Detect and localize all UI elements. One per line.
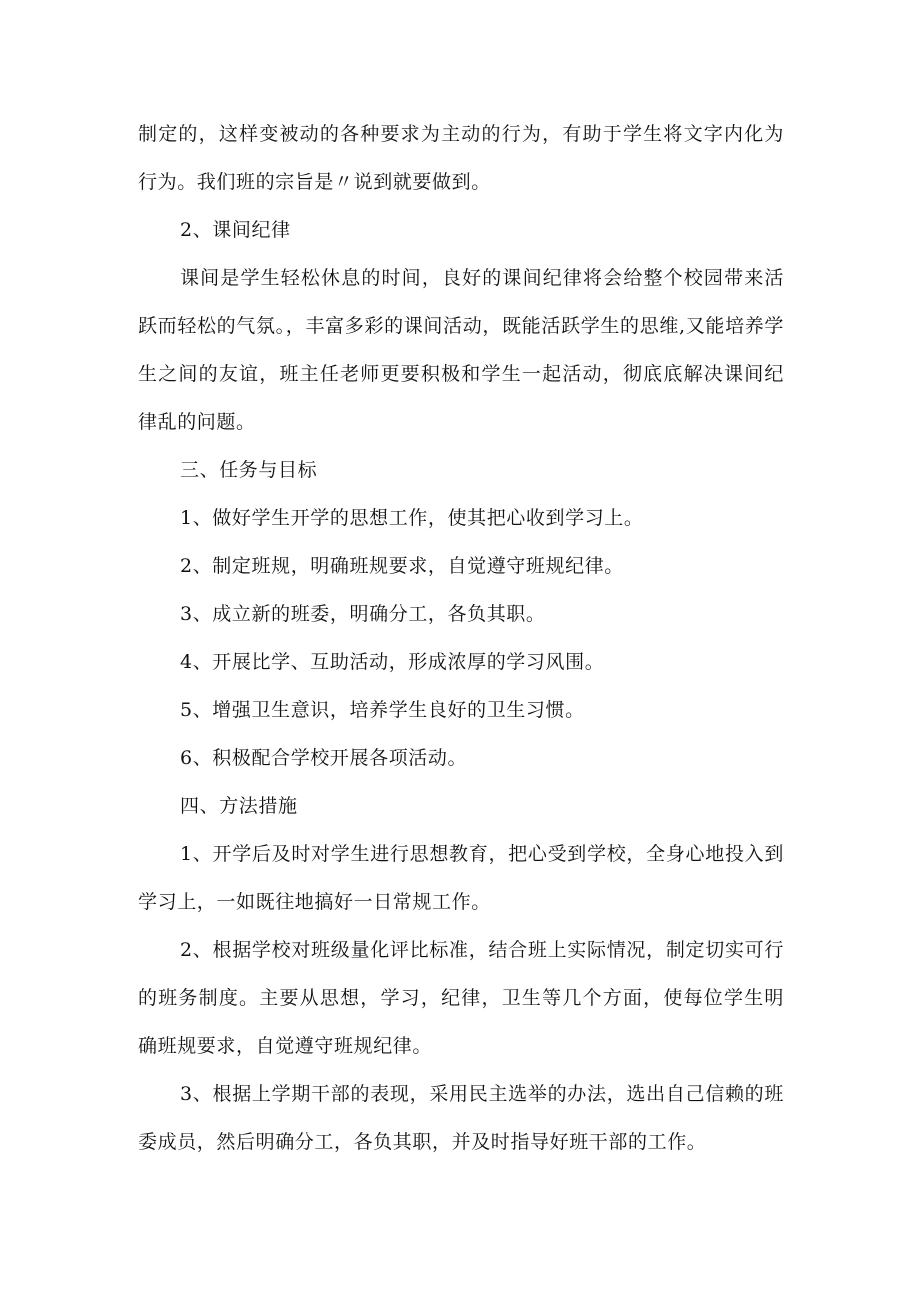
list-item-task-3: 3、成立新的班委，明确分工，各负其职。 bbox=[180, 603, 546, 625]
heading-recess-discipline: 2、课间纪律 bbox=[180, 219, 291, 241]
heading-methods-and-measures: 四、方法措施 bbox=[180, 795, 298, 817]
list-item-task-6: 6、积极配合学校开展各项活动。 bbox=[180, 747, 468, 769]
list-item-method-3: 3、根据上学期干部的表现，采用民主选举的办法，选出自己信赖的班委成员，然后明确分工，各负其职，并及时指导好班干部的工作。 bbox=[138, 1083, 784, 1153]
document-page bbox=[138, 110, 784, 1166]
list-item-task-1: 1、做好学生开学的思想工作，使其把心收到学习上。 bbox=[180, 507, 644, 529]
list-item-task-4: 4、开展比学、互助活动，形成浓厚的学习风围。 bbox=[180, 651, 605, 673]
list-item-task-5: 5、增强卫生意识，培养学生良好的卫生习惯。 bbox=[180, 699, 585, 721]
paragraph-continuation: 制定的，这样变被动的各种要求为主动的行为，有助于学生将文字内化为行为。我们班的宗旨是〃说到就要做到。 bbox=[138, 123, 784, 193]
paragraph-recess-discipline: 课间是学生轻松休息的时间，良好的课间纪律将会给整个校园带来活跃而轻松的气氛。，丰富多彩的课间活动，既能活跃学生的思维,又能培养学生之间的友谊，班主任老师更要积极和学生一起活动，彻底底解决课间纪律乱的问题。 bbox=[138, 267, 784, 433]
list-item-task-2: 2、制定班规，明确班规要求，自觉遵守班规纪律。 bbox=[180, 555, 624, 577]
heading-tasks-and-goals: 三、任务与目标 bbox=[180, 459, 318, 481]
list-item-method-1: 1、开学后及时对学生进行思想教育，把心受到学校，全身心地投入到学习上，一如既往地搞好一日常规工作。 bbox=[138, 843, 784, 913]
list-item-method-2: 2、根据学校对班级量化评比标准，结合班上实际情况，制定切实可行的班务制度。主要从思想，学习，纪律，卫生等几个方面，使每位学生明确班规要求，自觉遵守班规纪律。 bbox=[138, 939, 784, 1057]
